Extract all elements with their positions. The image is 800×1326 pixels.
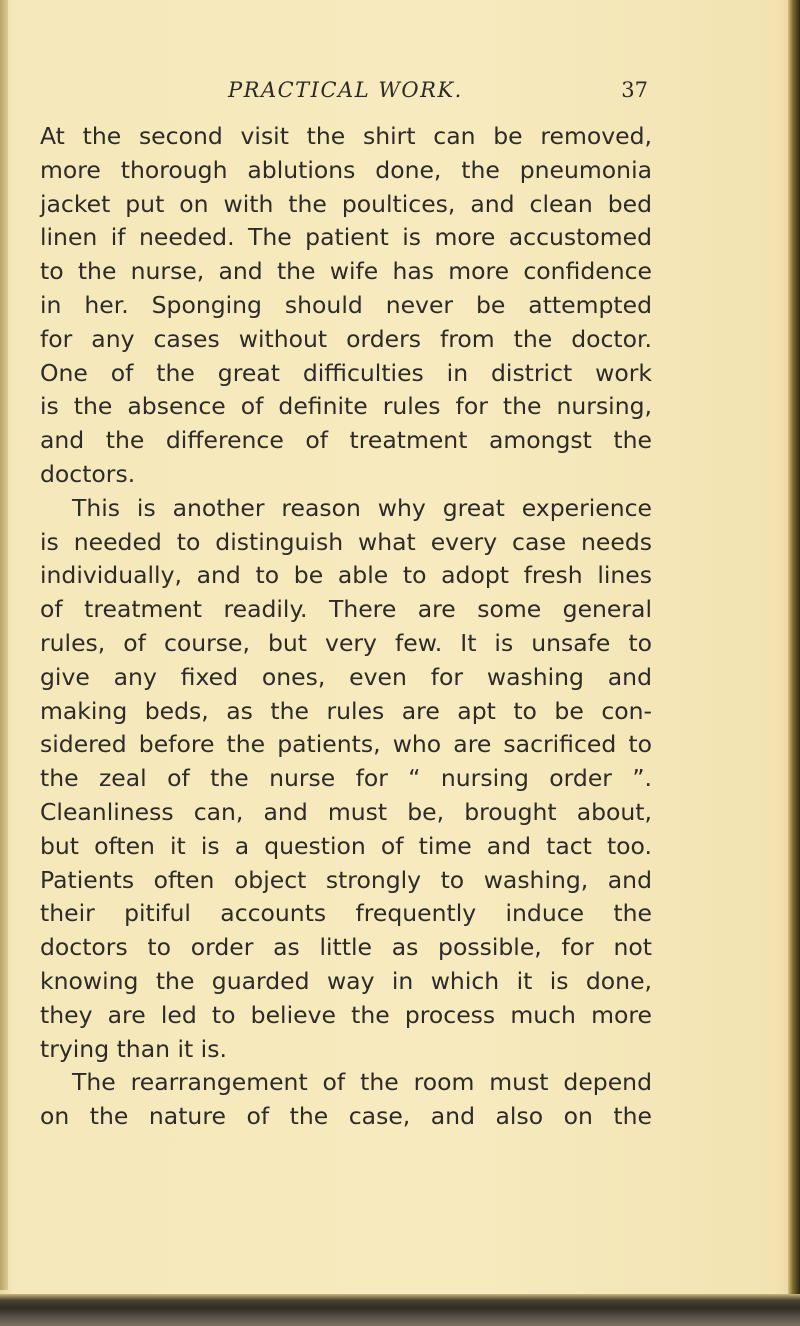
- text-line: but often it is a question of time and tact too.: [40, 831, 652, 860]
- text-line: sidered before the patients, who are sacrificed to: [40, 730, 652, 759]
- text-line: rules, of course, but very few. It is unsafe to: [40, 628, 652, 657]
- page-left-edge: [0, 0, 8, 1290]
- page-bottom-edge-shadow: [0, 1294, 800, 1326]
- text-line: give any fixed ones, even for washing and: [40, 662, 652, 691]
- text-line: doctors to order as little as possible, for not: [40, 933, 652, 962]
- text-line: linen if needed. The patient is more accustomed: [40, 223, 652, 252]
- text-line: for any cases without orders from the doctor.: [40, 324, 652, 353]
- text-line: trying than it is.: [40, 1034, 227, 1063]
- text-line: on the nature of the case, and also on the: [40, 1102, 652, 1131]
- text-line: Patients often object strongly to washing, and: [40, 865, 652, 894]
- text-line: jacket put on with the poultices, and clean bed: [40, 189, 652, 218]
- text-line: individually, and to be able to adopt fresh lines: [40, 561, 652, 590]
- running-head: PRACTICAL WORK.: [228, 78, 463, 102]
- text-line: At the second visit the shirt can be removed,: [40, 122, 652, 150]
- text-line: of treatment readily. There are some general: [40, 595, 652, 624]
- text-line: doctors.: [40, 459, 136, 488]
- page-number: 37: [621, 78, 648, 102]
- page-right-edge-shadow: [788, 0, 800, 1300]
- text-line: knowing the guarded way in which it is done,: [40, 966, 652, 995]
- text-line: making beds, as the rules are apt to be con-: [40, 696, 652, 725]
- text-line: more thorough ablutions done, the pneumonia: [40, 155, 652, 184]
- body-text: [40, 120, 652, 1134]
- text-line: This is another reason why great experience: [72, 493, 652, 522]
- text-line: and the difference of treatment amongst the: [40, 426, 652, 455]
- text-line: in her. Sponging should never be attempted: [40, 290, 652, 319]
- text-line: is needed to distinguish what every case needs: [40, 527, 652, 556]
- page-header: [228, 78, 648, 108]
- text-line: is the absence of definite rules for the nursing,: [40, 392, 652, 421]
- text-line: to the nurse, and the wife has more confidence: [40, 257, 652, 286]
- text-line: the zeal of the nurse for “ nursing order ”.: [40, 764, 652, 793]
- text-line: Cleanliness can, and must be, brought about,: [40, 797, 652, 826]
- text-line: they are led to believe the process much more: [40, 1000, 652, 1029]
- text-line: The rearrangement of the room must depend: [72, 1068, 652, 1097]
- text-line: One of the great difficulties in district work: [40, 358, 652, 387]
- text-line: their pitiful accounts frequently induce the: [40, 899, 652, 928]
